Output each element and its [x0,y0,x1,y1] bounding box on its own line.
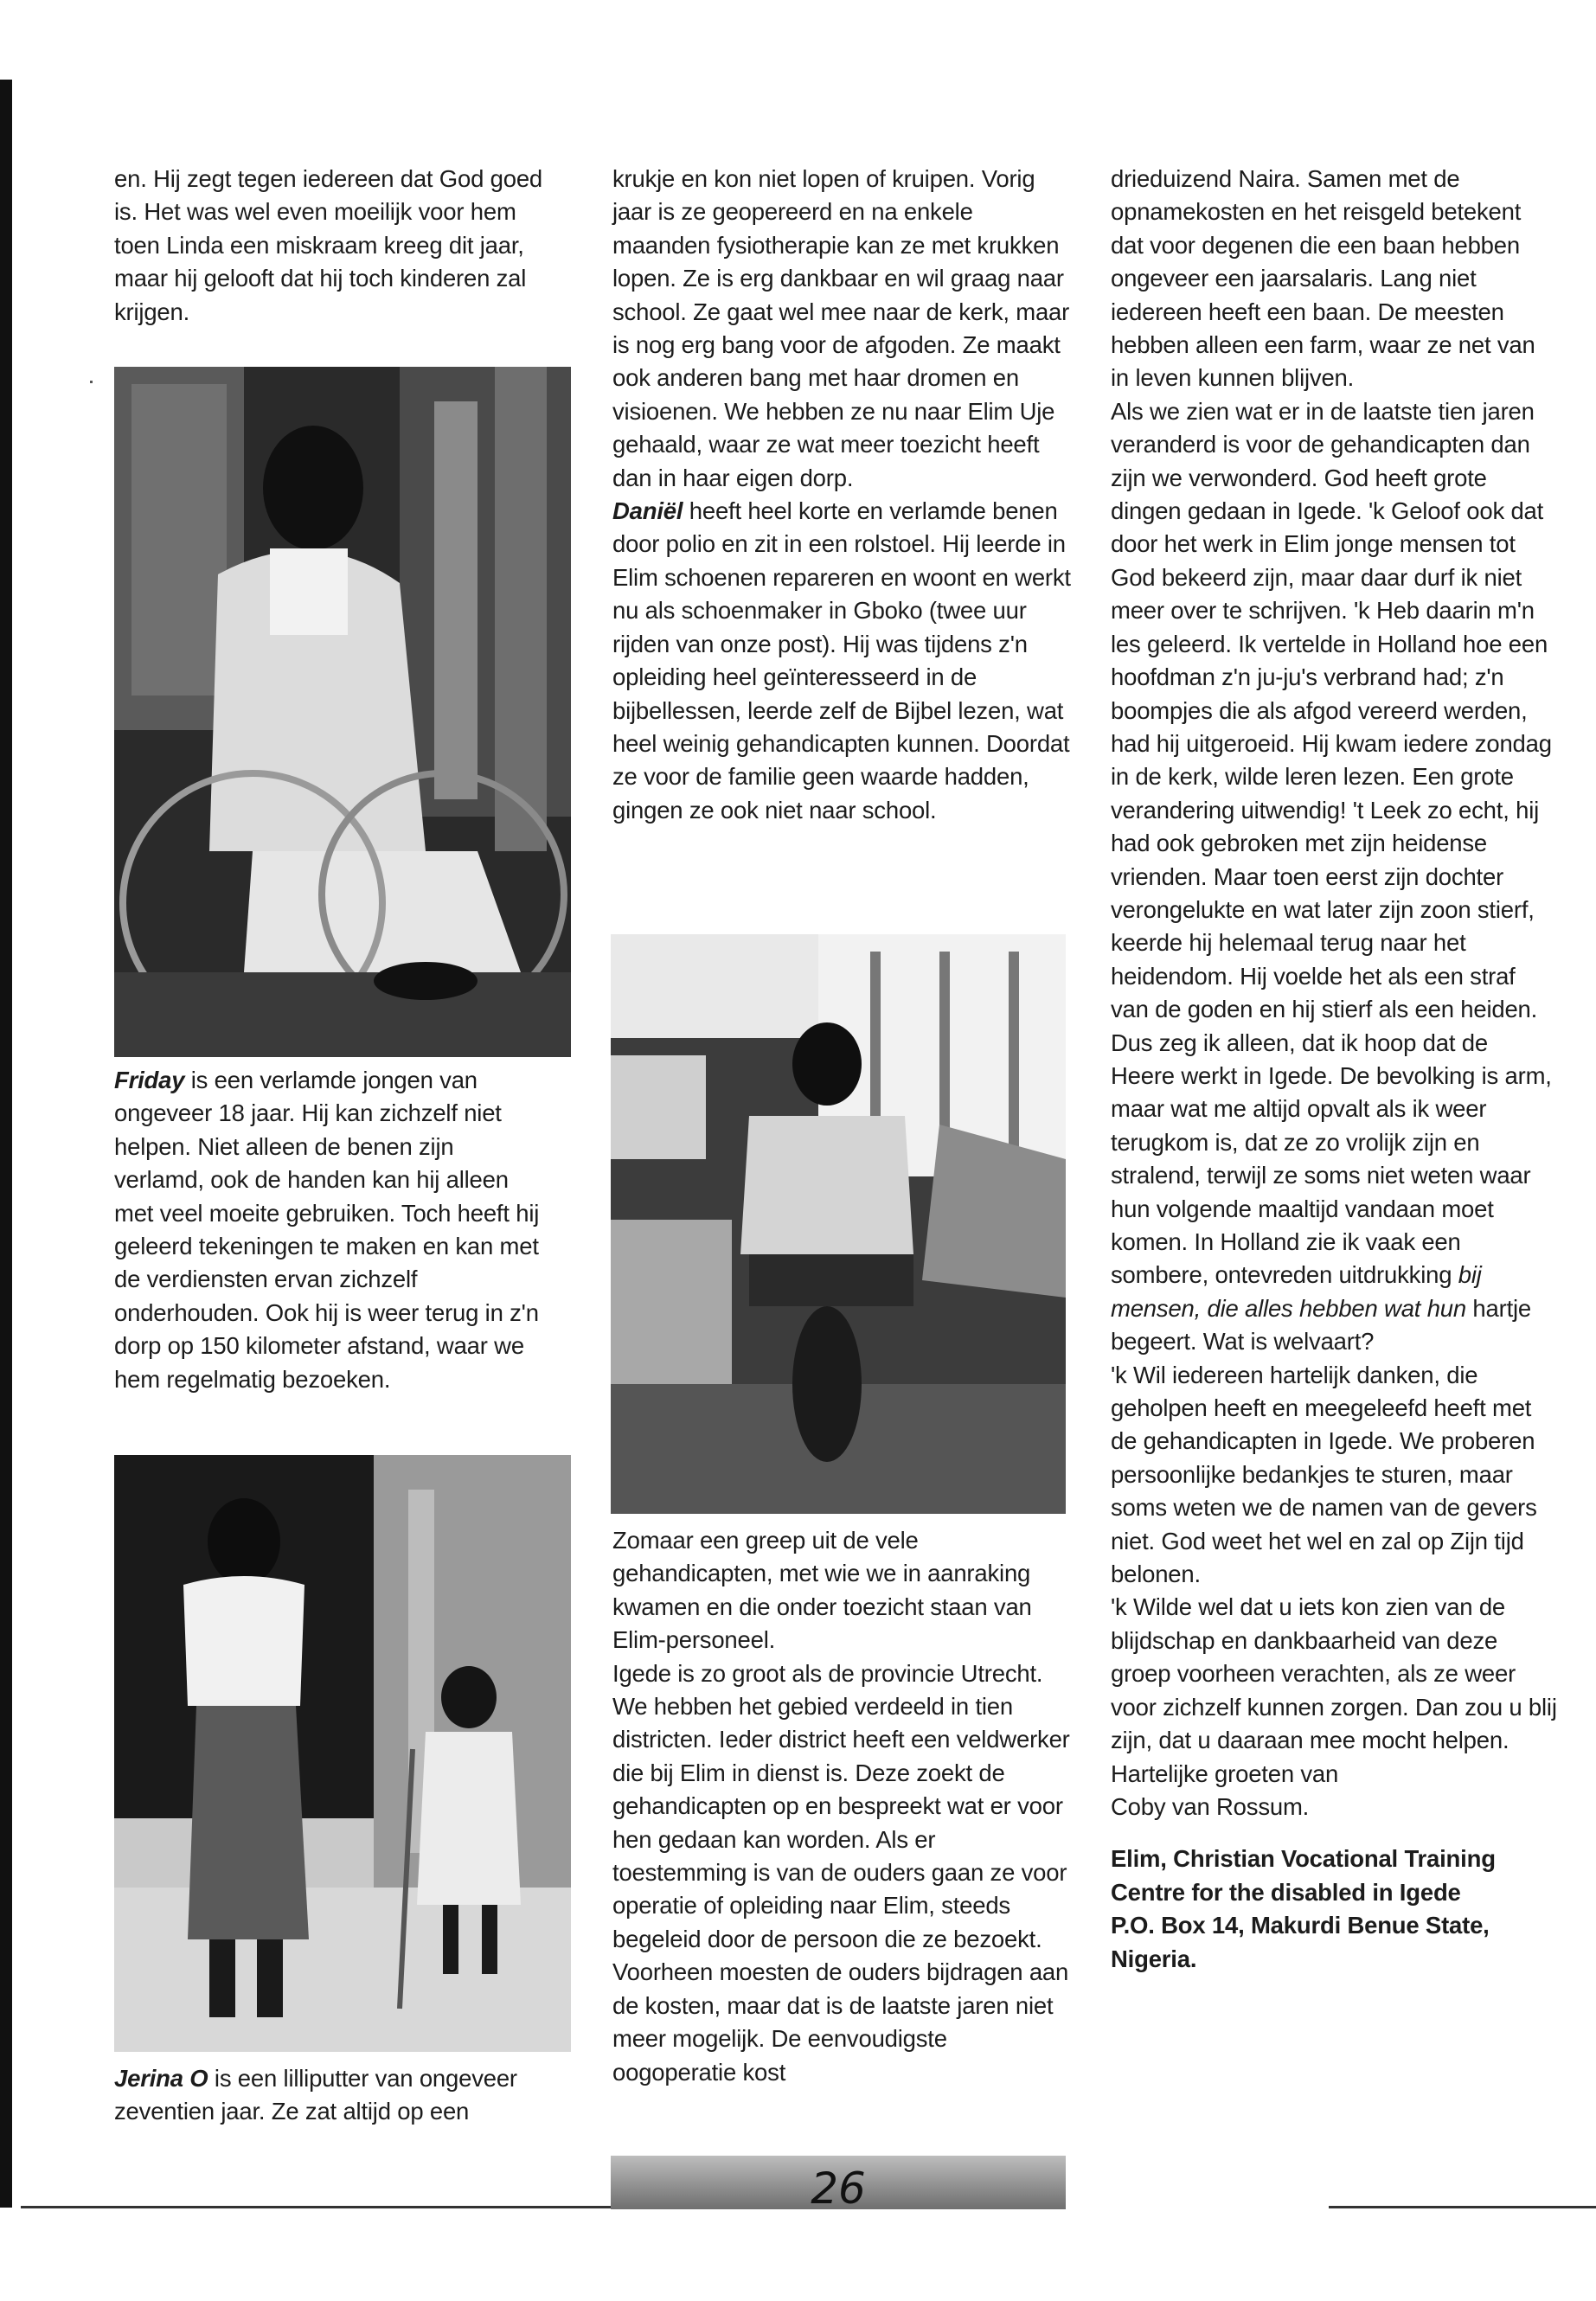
igede-paragraph: Igede is zo groot als de provincie Utrecht. We hebben het gebied verdeeld in tien districten. Ieder district heeft een veldwerker die bij Elim in dienst is. Deze zoekt de gehandicapten op en bespreekt wat er voor hen gedaan kan worden. Als er toestemming is van de ouders gaan ze voor operatie of opleiding naar Elim, steeds begeleid door de persoon die ze bezoekt. Voorheen moesten de ouders bijdragen aan de kosten, maar dat is de laatste jaren niet meer mogelijk. De eenvoudigste oogoperatie kost [612,1659,1070,2086]
photo-friday-wheelchair [114,367,571,1057]
friday-name: Friday [114,1067,185,1093]
daniel-name: Daniël [612,497,683,525]
greeting: Hartelijke groeten van [1111,1759,1339,1787]
changes-italic: bij mensen, die alles hebben wat hun [1111,1261,1482,1322]
column-1-jerina [114,2062,545,2129]
footer-rule-left [21,2206,611,2208]
signature: Coby van Rossum. [1111,1792,1310,1820]
address-block [1111,1843,1557,1976]
daniel-paragraph [612,495,1071,827]
column-2 [612,163,1071,827]
address-box: P.O. Box 14, Makurdi Benue State, Nigeria. [1111,1912,1490,1972]
print-speck [90,381,93,383]
daniel-text: heeft heel korte en verlamde benen door polio en zit in een rolstoel. Hij leerde in Elim schoenen repareren en woont en werkt nu als schoenmaker in Gboko (twee uur rijden van onze post). Hij was tijdens z'n opleiding heel geïnteresseerd in de bijbellessen, leerde zelf de Bijbel lezen, wat heel weinig gehandicapten kunnen. Doordat ze voor de familie geen waarde hadden, gingen ze ook niet naar school. [612,497,1071,824]
photo-jerina-standing [114,1455,571,2052]
friday-paragraph [114,1064,545,1396]
page-number: 26 [811,2163,866,2214]
column-1-friday [114,1064,545,1396]
changes-paragraph [1111,395,1557,1359]
changes-text: Als we zien wat er in de laatste tien jaren veranderd is voor de gehandicapten dan zijn we verwonderd. God heeft grote dingen gedaan in Igede. 'k Geloof ook dat door het werk in Elim jonge mensen tot God bekeerd zijn, maar daar durf ik niet meer over te schrijven. 'k Heb daarin m'n les geleerd. Ik vertelde in Holland hoe een hoofdman z'n ju-ju's verbrand had; z'n boompjes die als afgod vereerd werden, had hij uitgeroeid. Hij kwam iedere zondag in de kerk, wilde leren lezen. Een grote verandering uitwendig! 't Leek zo echt, hij had ook gebroken met zijn heidense vrienden. Maar toen eerst zijn dochter verongelukte en wat later zijn zoon stierf, keerde hij helemaal terug naar het heidendom. Hij voelde het als een straf van de goden en hij stierf als een heiden. Dus zeg ik alleen, dat ik hoop dat de Heere werkt in Igede. De bevolking is arm, maar wat me altijd opvalt als ik weer terugkom is, dat ze zo vrolijk zijn en stralend, terwijl ze soms niet weten waar hun volgende maaltijd vandaan moet komen. In Holland zie ik vaak een sombere, ontevreden uitdrukking [1111,397,1552,1289]
changes-end: hartje begeert. Wat is welvaart? [1111,1294,1532,1356]
naira-paragraph: drieduizend Naira. Samen met de opnamekosten en het reisgeld betekent dat voor degenen die een baan hebben ongeveer een jaarsalaris. Lang niet iedereen heeft een baan. De meesten hebben alleen een farm, waar ze net van in leven kunnen blijven. [1111,165,1535,392]
column-2-lower [612,1524,1071,2089]
page-edge-shadow [0,80,12,2208]
photo-shoemaker-workshop [611,934,1066,1514]
friday-text: is een verlamde jongen van ongeveer 18 jaar. Hij kan zichzelf niet helpen. Niet alleen de benen zijn verlamd, ook de handen kan hij alleen met veel moeite gebruiken. Toch heeft hij geleerd tekeningen te maken en kan met de verdiensten ervan zichzelf onderhouden. Ook hij is weer terug in z'n dorp op 150 kilometer afstand, waar we hem regelmatig bezoeken. [114,1067,540,1393]
jerina-continued: krukje en kon niet lopen of kruipen. Vorig jaar is ze geopereerd en na enkele maanden fysiotherapie kan ze met krukken lopen. Ze is erg dankbaar en wil graag naar school. Ze gaat wel mee naar de kerk, maar is nog erg bang voor de afgoden. Ze maakt ook anderen bang met haar dromen en visioenen. We hebben ze nu naar Elim Uje gehaald, waar ze wat meer toezicht heeft dan in haar eigen dorp. [612,165,1070,491]
column-3 [1111,163,1557,1976]
jerina-paragraph [114,2062,545,2129]
photo-caption: Zomaar een greep uit de vele gehandicapten, met wie we in aanraking kwamen en die onder toezicht staan van Elim-personeel. [612,1527,1032,1654]
column-1 [114,163,545,329]
jerina-name: Jerina O [114,2065,208,2092]
intro-paragraph: en. Hij zegt tegen iedereen dat God goed is. Het was wel even moeilijk voor hem toen Linda een miskraam kreeg dit jaar, maar hij gelooft dat hij toch kinderen zal krijgen. [114,165,543,325]
joy-paragraph: 'k Wilde wel dat u iets kon zien van de blijdschap en dankbaarheid van deze groep voorheen verachten, als ze weer voor zichzelf kunnen zorgen. Dan zou u blij zijn, dat u daaraan mee mocht helpen. [1111,1593,1557,1754]
address-org: Elim, Christian Vocational Training Centre for the disabled in Igede [1111,1845,1496,1906]
jerina-text: is een lilliputter van ongeveer zeventien jaar. Ze zat altijd op een [114,2065,517,2125]
footer-rule-right [1329,2206,1596,2208]
thanks-paragraph: 'k Wil iedereen hartelijk danken, die geholpen heeft en meegeleefd heeft met de gehandicapten in Igede. We proberen persoonlijke bedankjes te sturen, maar soms weten we de namen van de gevers niet. God weet het wel en zal op Zijn tijd belonen. [1111,1361,1537,1588]
